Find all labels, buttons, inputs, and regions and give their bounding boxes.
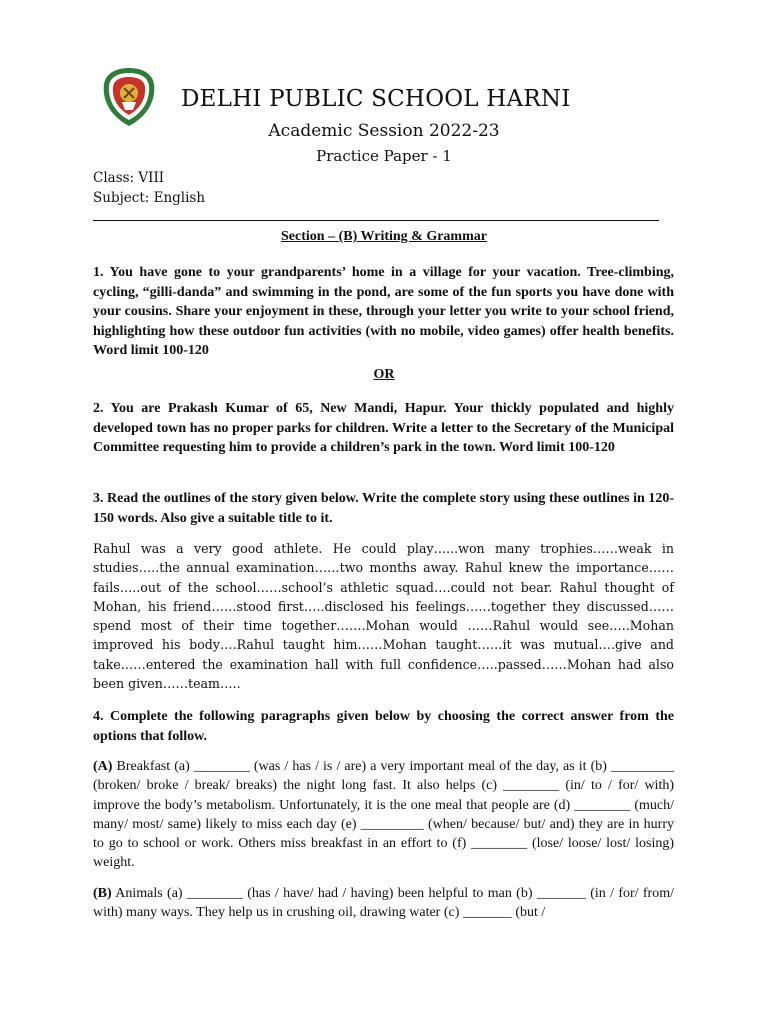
or-separator: OR [373, 367, 395, 382]
question-2: 2. You are Prakash Kumar of 65, New Mandi, Hapur. Your thickly populated and highly developed town has no proper parks for children. Write a letter to the Secretary of the Municipal Committee requesting him to provide a children’s park in the town. Word limit 100-120 [93, 401, 674, 455]
paragraph-a-text: Breakfast (a) ________ (was / has / is / are) a very important meal of the day, as it (b) _________ (broken/ broke / break/ breaks) the night long fast. It also helps (c) ________ (in/ to / for/ with) improve the body’s metabolism. Unfortunately, it is the one meal that people are (d) ________ (much/ many/ most/ same) likely to miss each day (e) _________ (when/ because/ but/ and) they are in hurry to go to school or work. Others miss breakfast in an effort to (f) ________ (lose/ loose/ lost/ losing) weight. [93, 759, 674, 871]
story-outline: Rahul was a very good athlete. He could play…...won many trophies……weak in studies…..the annual examination……two months away. Rahul knew the importance……fails…..out of the school……school’s athletic squad….could not bear. Rahul thought of Mohan, his friend……stood first…..disclosed his feelings……together they discussed……spend most of their time together…….Mohan would ……Rahul would see…..Mohan improved his body….Rahul taught him……Mohan taught……it was mutual….give and take……entered the examination hall with full confidence…..passed……Mohan had also been given……team….. [93, 541, 674, 692]
paper-title: Practice Paper - 1 [316, 147, 452, 165]
section-title: Section – (B) Writing & Grammar [281, 229, 487, 244]
header-divider [93, 220, 659, 221]
paragraph-a [93, 757, 674, 873]
class-label: Class: VIII [93, 170, 165, 186]
academic-session: Academic Session 2022-23 [268, 121, 500, 141]
question-1: 1. You have gone to your grandparents’ home in a village for your vacation. Tree-climbing, cycling, “gilli-danda” and swimming in the pond, are some of the fun sports you have done with your cousins. Share your enjoyment in these, through your letter you write to your school friend, highlighting how these outdoor fun activities (with no mobile, video games) offer health benefits. Word limit 100-120 [93, 265, 674, 358]
paragraph-b-text: Animals (a) ________ (has / have/ had / having) been helpful to man (b) _______ (in / for/ from/ with) many ways. They help us in crushing oil, drawing water (c) _______ (but / [93, 886, 674, 921]
subject-label: Subject: English [93, 190, 206, 206]
paragraph-b-label: (B) [93, 886, 112, 901]
question-4: 4. Complete the following paragraphs given below by choosing the correct answer from the options that follow. [93, 709, 674, 744]
school-crest-logo [100, 66, 158, 128]
paragraph-b [93, 884, 674, 923]
school-name: DELHI PUBLIC SCHOOL HARNI [181, 86, 571, 112]
question-3: 3. Read the outlines of the story given below. Write the complete story using these outlines in 120-150 words. Also give a suitable title to it. [93, 491, 674, 526]
paragraph-a-label: (A) [93, 759, 113, 774]
